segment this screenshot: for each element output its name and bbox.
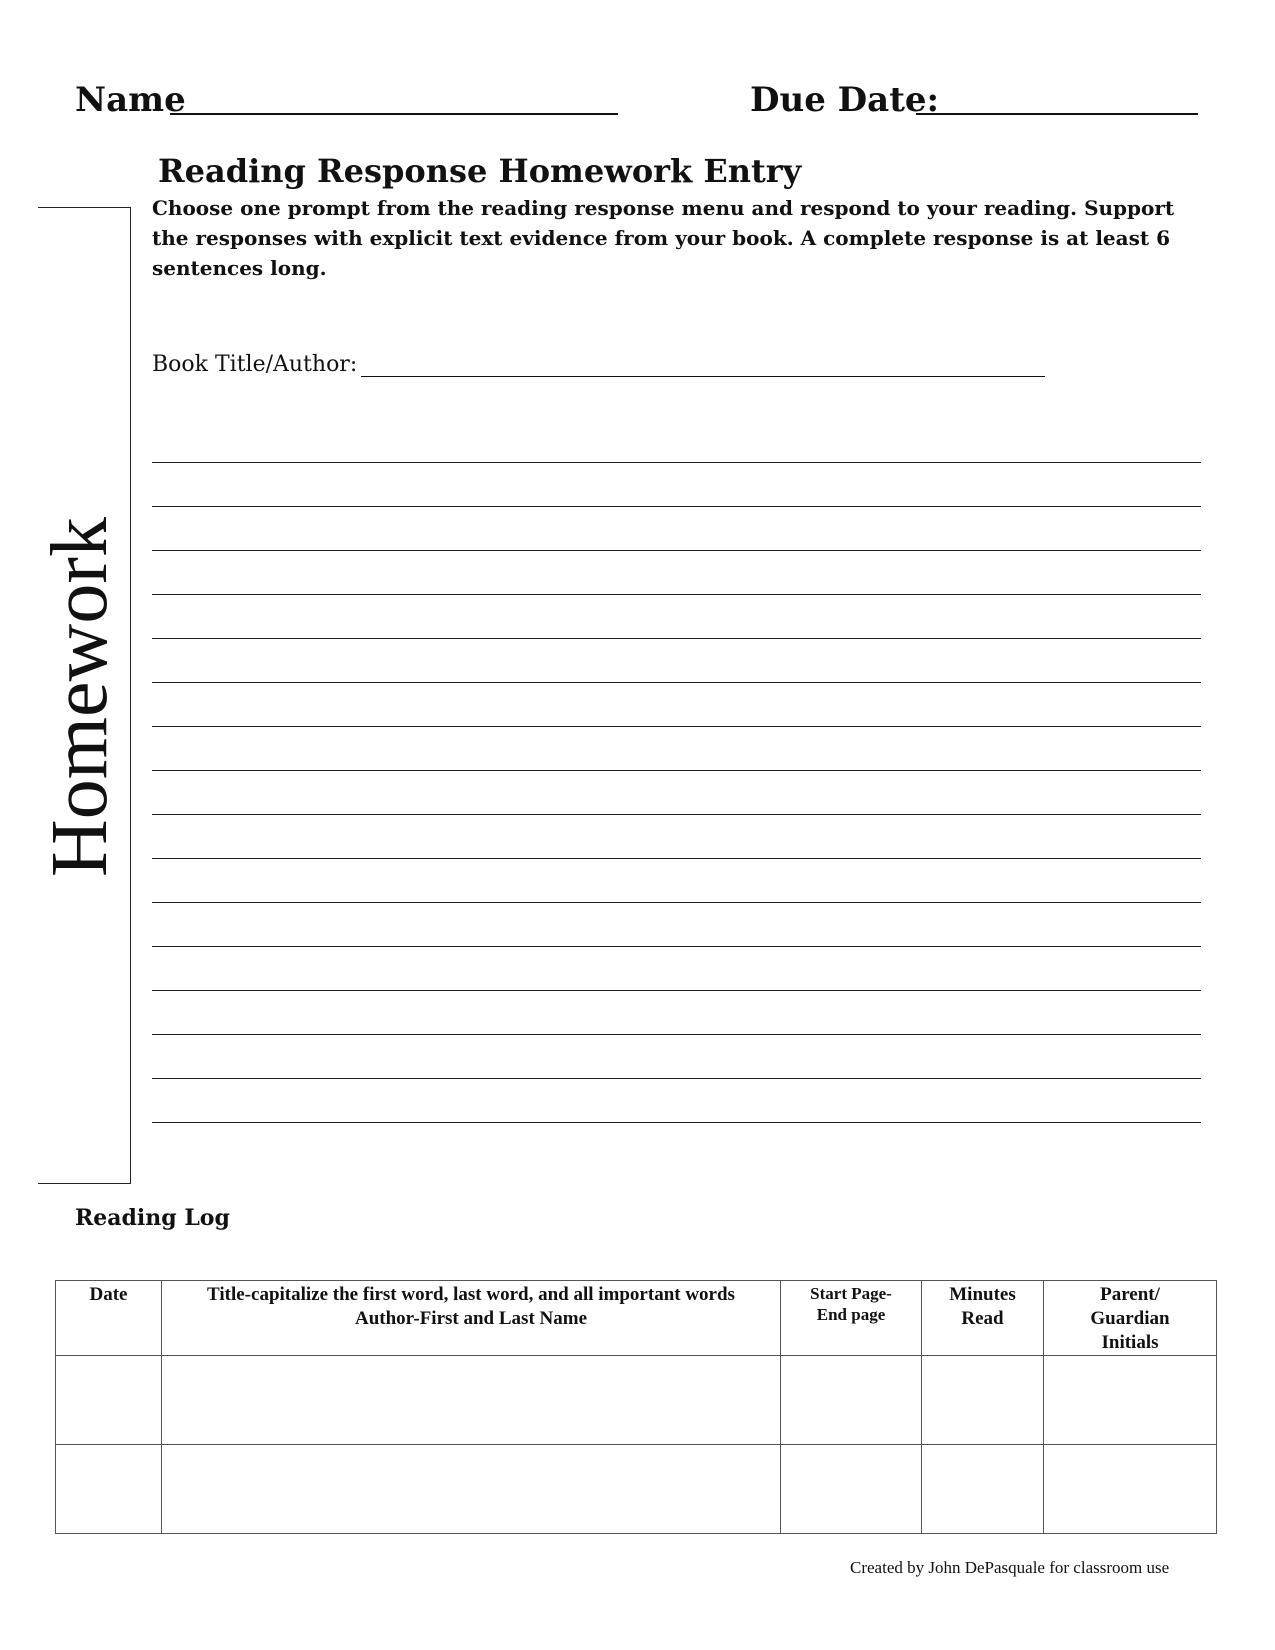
reading-log-table xyxy=(55,1280,1217,1534)
name-field[interactable] xyxy=(170,113,618,115)
response-line[interactable] xyxy=(152,682,1201,683)
cell-minutes[interactable] xyxy=(922,1356,1044,1445)
table-row xyxy=(56,1356,1217,1445)
bracket-top xyxy=(38,207,131,208)
response-line[interactable] xyxy=(152,1122,1201,1123)
book-title-author-label: Book Title/Author: xyxy=(152,352,358,377)
due-date-label: Due Date: xyxy=(750,80,940,120)
cell-initials[interactable] xyxy=(1044,1445,1217,1534)
name-label: Name xyxy=(75,80,186,120)
cell-title-author[interactable] xyxy=(162,1356,781,1445)
response-line[interactable] xyxy=(152,506,1201,507)
response-line[interactable] xyxy=(152,594,1201,595)
footer-credit: Created by John DePasquale for classroom use xyxy=(850,1558,1170,1577)
response-line[interactable] xyxy=(152,902,1201,903)
cell-pages[interactable] xyxy=(781,1356,922,1445)
table-row xyxy=(56,1445,1217,1534)
cell-minutes[interactable] xyxy=(922,1445,1044,1534)
response-line[interactable] xyxy=(152,1078,1201,1079)
response-line[interactable] xyxy=(152,550,1201,551)
table-header-row xyxy=(56,1281,1217,1356)
cell-pages[interactable] xyxy=(781,1445,922,1534)
col-title-author: Title-capitalize the first word, last word, and all important words Author-First and Last Name xyxy=(162,1281,781,1356)
cell-date[interactable] xyxy=(56,1356,162,1445)
col-date: Date xyxy=(56,1281,162,1356)
entry-instructions: Choose one prompt from the reading response menu and respond to your reading. Support the responses with explicit text evidence from your book. A complete response is at least 6 sentences long. xyxy=(152,196,1175,280)
response-line[interactable] xyxy=(152,1034,1201,1035)
response-line[interactable] xyxy=(152,726,1201,727)
response-line[interactable] xyxy=(152,814,1201,815)
book-title-author-field[interactable] xyxy=(361,376,1045,377)
bracket-vertical xyxy=(130,207,131,1184)
response-line[interactable] xyxy=(152,462,1201,463)
col-parent-initials: Parent/ Guardian Initials xyxy=(1044,1281,1217,1356)
cell-initials[interactable] xyxy=(1044,1356,1217,1445)
entry-title: Reading Response Homework Entry xyxy=(158,152,802,190)
cell-title-author[interactable] xyxy=(162,1445,781,1534)
col-minutes-read: Minutes Read xyxy=(922,1281,1044,1356)
response-line[interactable] xyxy=(152,770,1201,771)
response-line[interactable] xyxy=(152,858,1201,859)
due-date-field[interactable] xyxy=(916,113,1198,115)
response-line[interactable] xyxy=(152,946,1201,947)
col-pages: Start Page- End page xyxy=(781,1281,922,1356)
homework-side-label: Homework xyxy=(36,517,124,877)
bracket-bottom xyxy=(38,1183,131,1184)
reading-log-title: Reading Log xyxy=(75,1205,230,1231)
cell-date[interactable] xyxy=(56,1445,162,1534)
response-line[interactable] xyxy=(152,638,1201,639)
response-line[interactable] xyxy=(152,990,1201,991)
